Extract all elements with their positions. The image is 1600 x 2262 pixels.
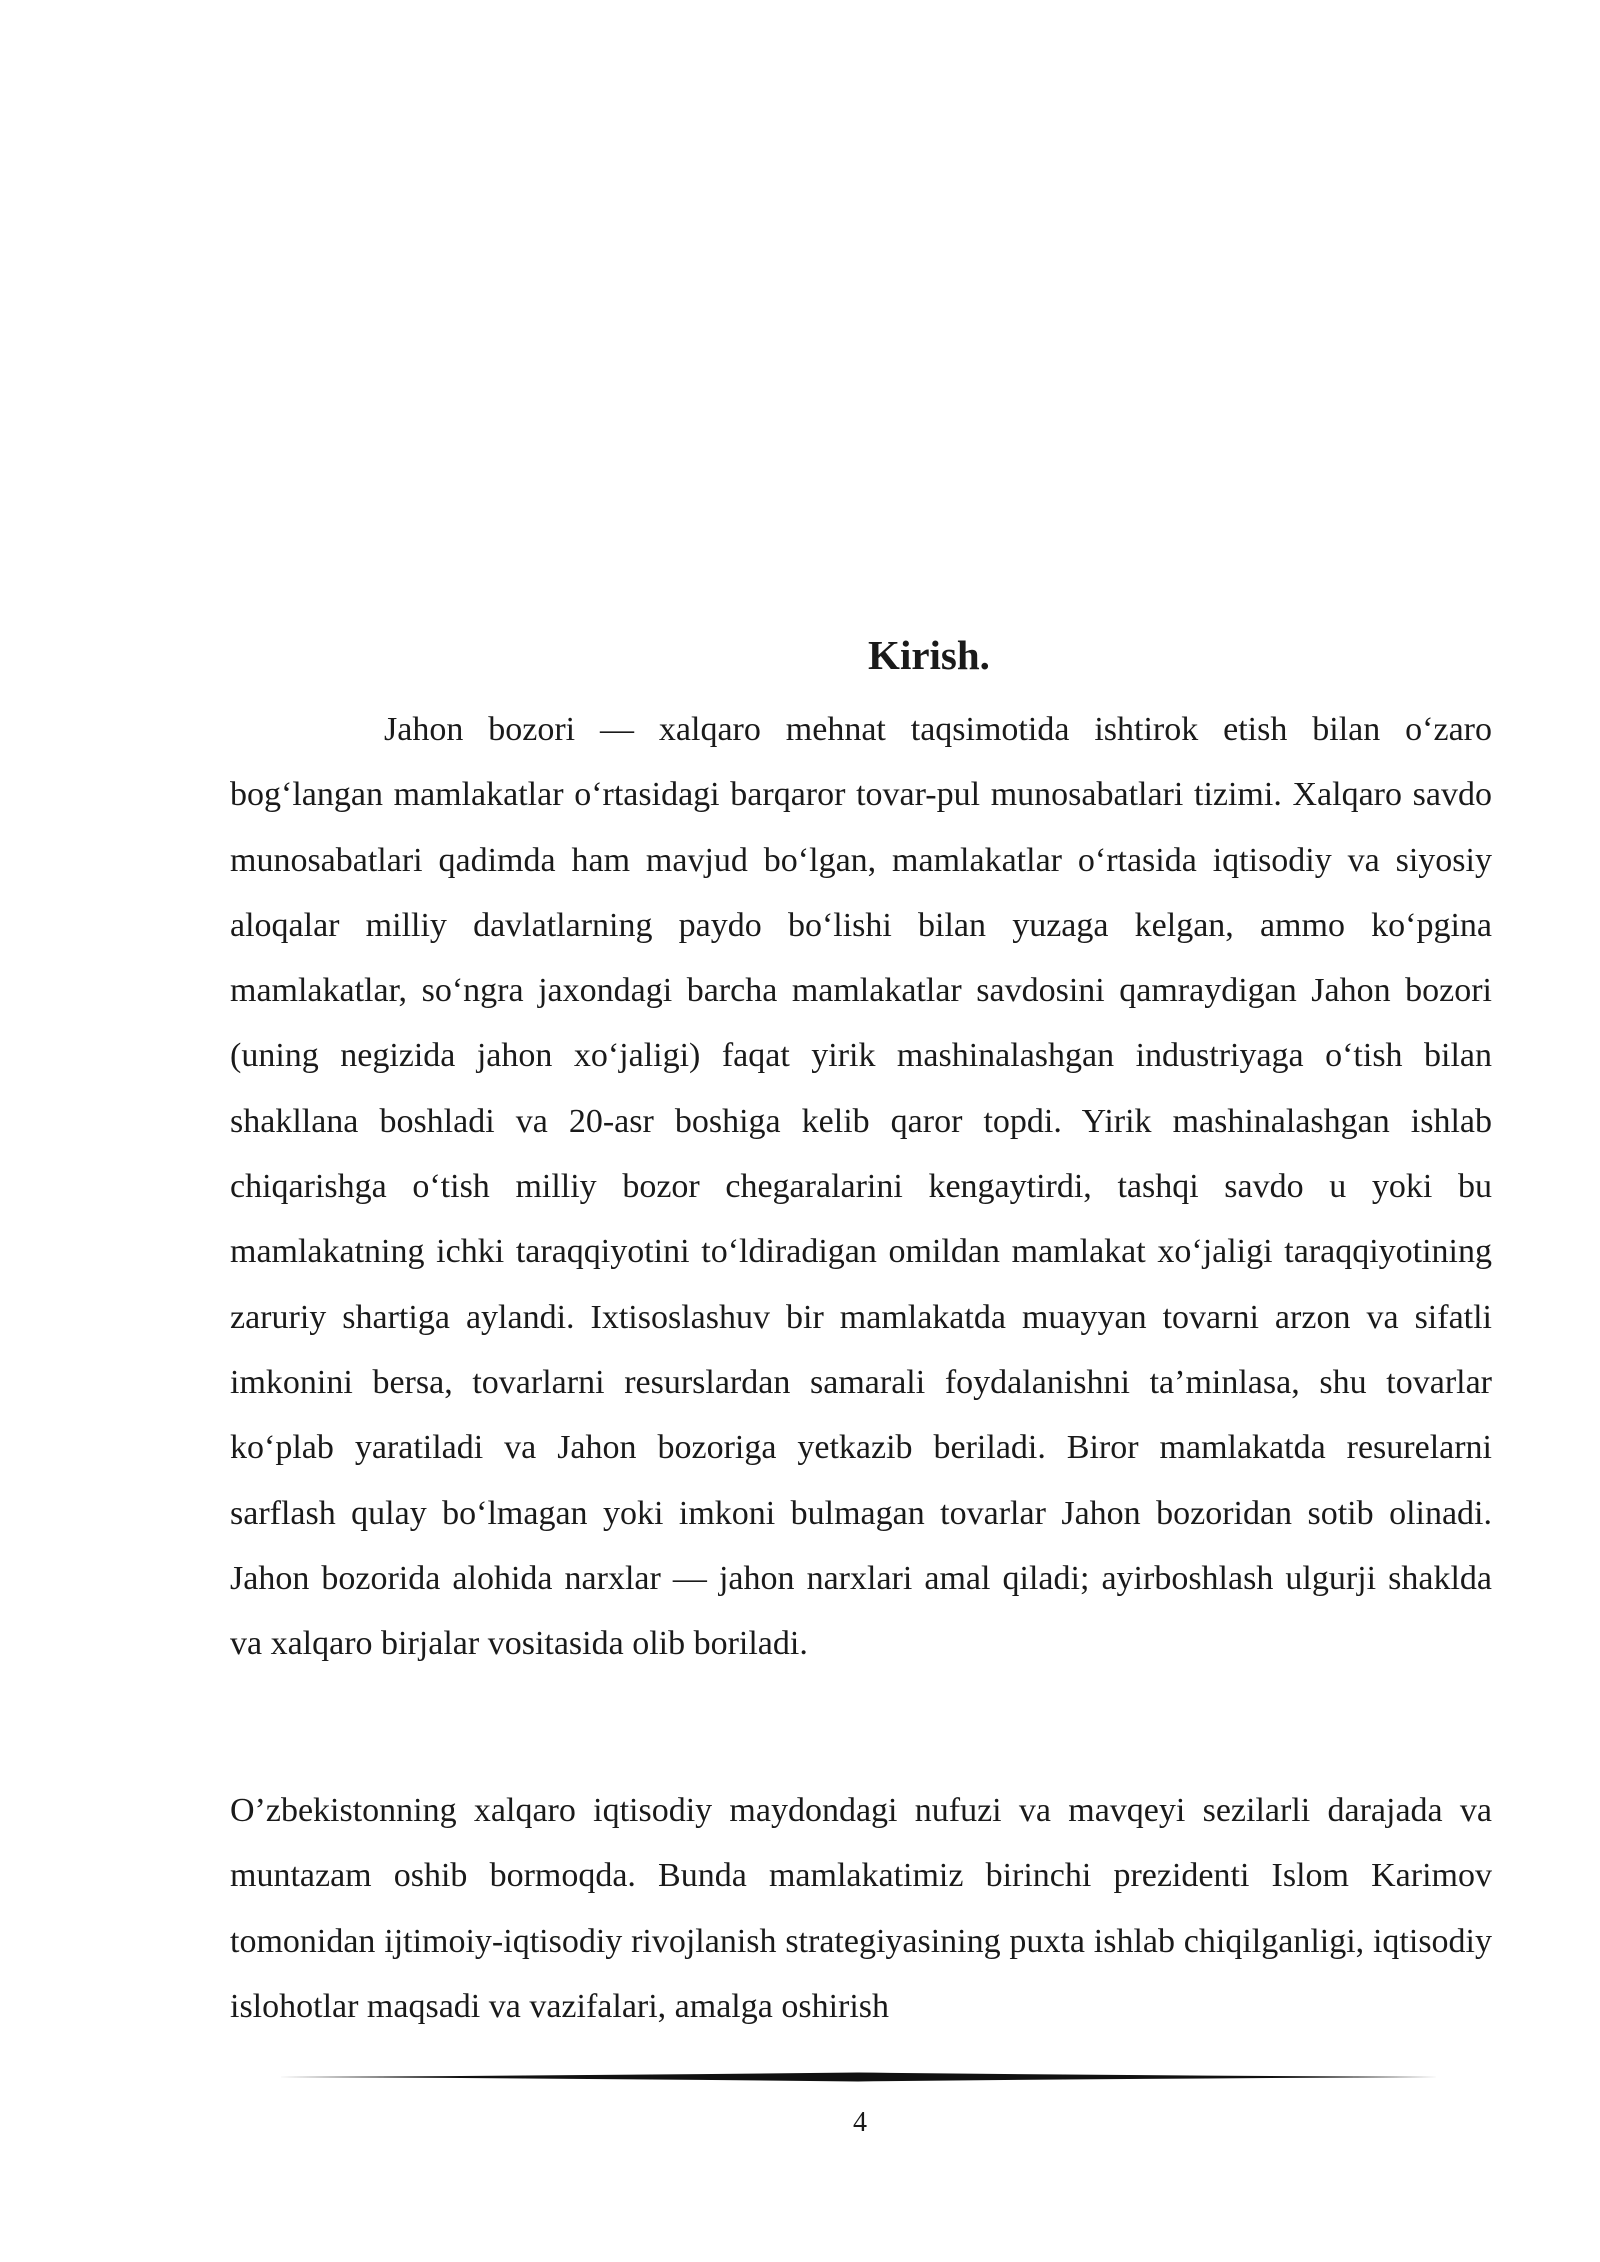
section-heading: Kirish. <box>868 632 990 678</box>
page-number: 4 <box>853 2107 867 2138</box>
footer-divider <box>278 2070 1438 2084</box>
paragraph-uzbekistan: O’zbekistonning xalqaro iqtisodiy maydondagi nufuzi va mavqeyi sezilarli darajada va muntazam oshib bormoqda. Bunda mamlakatimiz birinchi prezidenti Islom Karimov tomonidan ijtimoiy-iqtisodiy rivojlanish strategiyasining puxta ishlab chiqilganligi, iqtisodiy islohotlar maqsadi va vazifalari, amalga oshirish <box>230 1792 1492 2025</box>
paragraph-intro: Jahon bozori — xalqaro mehnat taqsimotida ishtirok etish bilan o‘zaro bog‘langan mamlakatlar o‘rtasidagi barqaror tovar-pul munosabatlari tizimi. Xalqaro savdo munosabatlari qadimda ham mavjud bo‘lgan, mamlakatlar o‘rtasida iqtisodiy va siyosiy aloqalar milliy davlatlarning paydo bo‘lishi bilan yuzaga kelgan, ammo ko‘pgina mamlakatlar, so‘ngra jaxondagi barcha mamlakatlar savdosini qamraydigan Jahon bozori (uning negizida jahon xo‘jaligi) faqat yirik mashinalashgan industriyaga o‘tish bilan shakllana boshladi va 20-asr boshiga kelib qaror topdi. Yirik mashinalashgan ishlab chiqarishga o‘tish milliy bozor chegaralarini kengaytirdi, tashqi savdo u yoki bu mamlakatning ichki taraqqiyotini to‘ldiradigan omildan mamlakat xo‘jaligi taraqqiyotining zaruriy shartiga aylandi. Ixtisoslashuv bir mamlakatda muayyan tovarni arzon va sifatli imkonini bersa, tovarlarni resurslardan samarali foydalanishni ta’minlasa, shu tovarlar ko‘plab yaratiladi va Jahon bozoriga yetkazib beriladi. Biror mamlakatda resurelarni sarflash qulay bo‘lmagan yoki imkoni bulmagan tovarlar Jahon bozoridan sotib olinadi. Jahon bozorida alohida narxlar — jahon narxlari amal qiladi; ayirboshlash ulgurji shaklda va xalqaro birjalar vositasida olib boriladi. <box>230 711 1492 1663</box>
heading-container <box>230 630 1490 680</box>
